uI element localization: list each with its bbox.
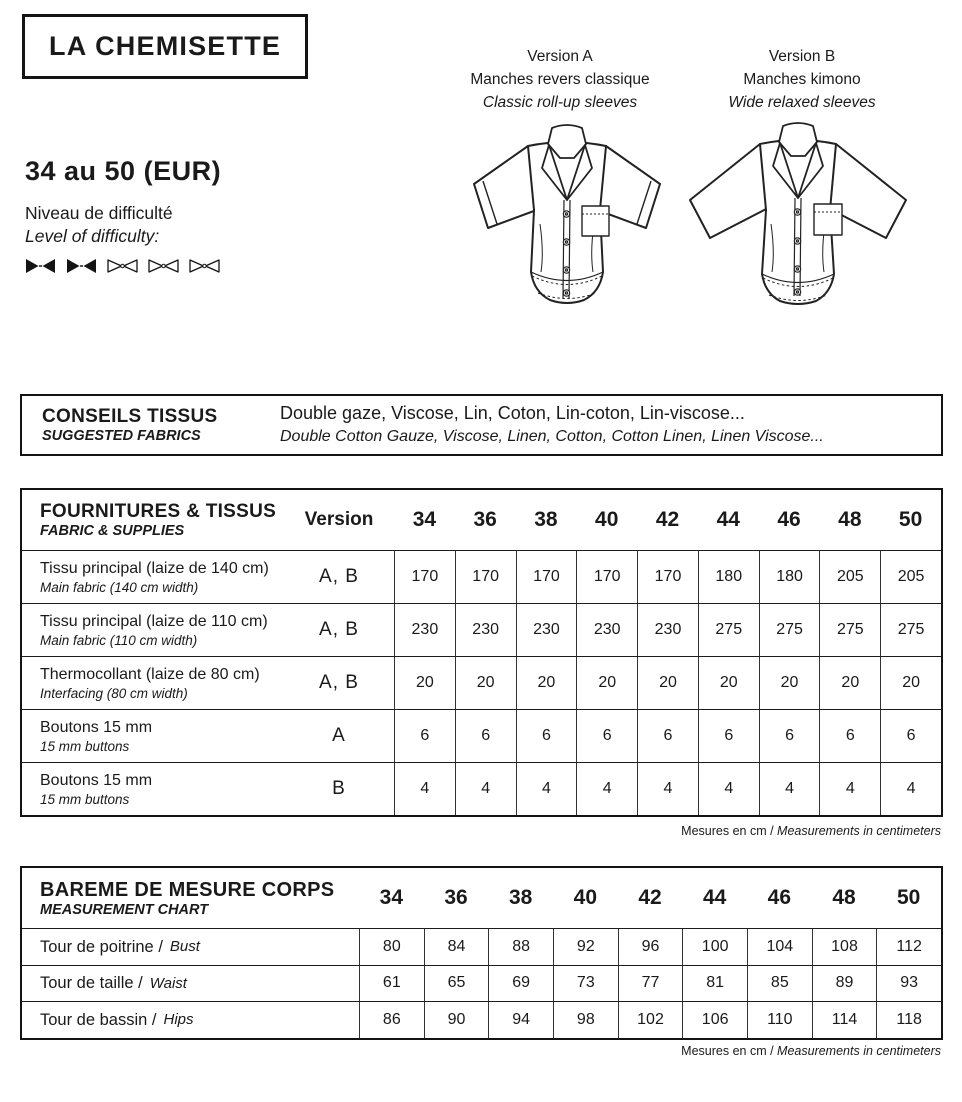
- value-cell: 6: [516, 709, 577, 762]
- value-cell: 73: [553, 965, 618, 1002]
- column-header-size: 38: [508, 886, 533, 909]
- fabrics-heading-en: SUGGESTED FABRICS: [42, 428, 201, 444]
- row-label-en: Hips: [163, 1011, 194, 1029]
- version-a-label: [438, 45, 682, 114]
- units-note-fr: Mesures en cm /: [681, 824, 774, 838]
- value-cell: 86: [359, 1001, 424, 1038]
- supplies-row-version: A, B: [284, 603, 394, 656]
- suggested-fabrics-text: [280, 402, 824, 448]
- size-range: 34 au 50 (EUR): [25, 156, 222, 186]
- value-cell: 89: [812, 965, 877, 1002]
- row-label-en: Interfacing (80 cm width): [40, 685, 188, 701]
- value-cell: 80: [359, 928, 424, 965]
- version-a-name: Version A: [527, 48, 593, 65]
- column-header-size: 34: [412, 508, 437, 531]
- value-cell: 205: [819, 550, 880, 603]
- value-cell: 4: [455, 762, 516, 815]
- supplies-units-note: [20, 824, 941, 838]
- value-cell: 20: [637, 656, 698, 709]
- measurement-title-en: MEASUREMENT CHART: [40, 901, 209, 918]
- value-cell: 20: [698, 656, 759, 709]
- value-cell: 108: [812, 928, 877, 965]
- column-header-size: 40: [595, 508, 619, 531]
- value-cell: 230: [576, 603, 637, 656]
- column-header-size: 46: [777, 508, 801, 531]
- value-cell: 275: [759, 603, 820, 656]
- measurement-row-label: [22, 965, 359, 1002]
- measurement-title-fr: BAREME DE MESURE CORPS: [40, 878, 335, 901]
- value-cell: 20: [455, 656, 516, 709]
- column-header-size: 40: [573, 886, 597, 909]
- column-header-size: 50: [896, 886, 921, 909]
- suggested-fabrics-box: [20, 394, 943, 456]
- value-cell: 6: [759, 709, 820, 762]
- column-header-size: 44: [716, 508, 740, 531]
- value-cell: 20: [516, 656, 577, 709]
- value-cell: 85: [747, 965, 812, 1002]
- value-cell: 4: [576, 762, 637, 815]
- row-label-fr: Tissu principal (laize de 140 cm): [40, 559, 269, 577]
- version-a-subtitle-fr: Manches revers classique: [470, 71, 650, 88]
- value-cell: 205: [880, 550, 941, 603]
- shirt-version-b-illustration: [676, 112, 921, 324]
- value-cell: 20: [819, 656, 880, 709]
- value-cell: 112: [876, 928, 941, 965]
- value-cell: 90: [424, 1001, 489, 1038]
- value-cell: 275: [880, 603, 941, 656]
- value-cell: 98: [553, 1001, 618, 1038]
- fabrics-text-fr: Double gaze, Viscose, Lin, Coton, Lin-coton, Lin-viscose...: [280, 403, 745, 423]
- column-header-size: 34: [379, 886, 403, 909]
- value-cell: 102: [618, 1001, 683, 1038]
- supplies-row-label: [22, 656, 284, 709]
- column-header-size: 44: [702, 886, 727, 909]
- column-header-size: 48: [838, 508, 862, 531]
- measurement-row-label: [22, 928, 359, 965]
- shirt-version-a-illustration: [452, 112, 682, 324]
- units-note-en: Measurements in centimeters: [777, 1044, 941, 1058]
- value-cell: 4: [819, 762, 880, 815]
- value-cell: 4: [637, 762, 698, 815]
- bobbin-outline-icon: [106, 256, 139, 276]
- column-header-size: 48: [832, 886, 856, 909]
- value-cell: 6: [455, 709, 516, 762]
- difficulty-label-en: Level of difficulty:: [25, 226, 160, 246]
- value-cell: 77: [618, 965, 683, 1002]
- supplies-row-label: [22, 709, 284, 762]
- column-header-size: 50: [898, 508, 923, 531]
- value-cell: 230: [455, 603, 516, 656]
- value-cell: 6: [880, 709, 941, 762]
- fabrics-text-en: Double Cotton Gauze, Viscose, Linen, Cotton, Cotton Linen, Linen Viscose...: [280, 428, 824, 445]
- row-label-en: Waist: [149, 974, 187, 992]
- value-cell: 230: [516, 603, 577, 656]
- units-note-en: Measurements in centimeters: [777, 824, 941, 838]
- measurement-table-title: [22, 868, 359, 928]
- fabrics-heading-fr: CONSEILS TISSUS: [42, 406, 218, 427]
- value-cell: 20: [394, 656, 455, 709]
- version-b-subtitle-fr: Manches kimono: [743, 71, 861, 88]
- row-label-fr: Tour de poitrine /: [40, 937, 163, 956]
- value-cell: 230: [394, 603, 455, 656]
- units-note-fr: Mesures en cm /: [681, 1044, 774, 1058]
- version-b-label: [683, 45, 921, 114]
- measurement-units-note: [20, 1044, 941, 1058]
- value-cell: 92: [553, 928, 618, 965]
- measurement-row-label: [22, 1001, 359, 1038]
- column-header-size: 38: [534, 508, 558, 531]
- value-cell: 104: [747, 928, 812, 965]
- column-header-size: 42: [638, 886, 662, 909]
- value-cell: 100: [682, 928, 747, 965]
- value-cell: 4: [516, 762, 577, 815]
- supplies-row-version: B: [284, 762, 394, 815]
- value-cell: 96: [618, 928, 683, 965]
- bobbin-filled-icon: [65, 256, 98, 276]
- value-cell: 230: [637, 603, 698, 656]
- column-header-size: 36: [444, 886, 468, 909]
- supplies-row-version: A, B: [284, 656, 394, 709]
- supplies-table: [20, 488, 943, 817]
- value-cell: 6: [637, 709, 698, 762]
- version-b-subtitle-en: Wide relaxed sleeves: [728, 94, 876, 111]
- value-cell: 6: [819, 709, 880, 762]
- supplies-row-label: [22, 550, 284, 603]
- suggested-fabrics-heading: [22, 406, 280, 444]
- supplies-title-en: FABRIC & SUPPLIES: [40, 523, 185, 539]
- row-label-en: 15 mm buttons: [40, 738, 130, 754]
- value-cell: 170: [516, 550, 577, 603]
- value-cell: 94: [488, 1001, 553, 1038]
- supplies-row-version: A: [284, 709, 394, 762]
- bobbin-filled-icon: [24, 256, 57, 276]
- supplies-title-fr: FOURNITURES & TISSUS: [40, 501, 277, 522]
- value-cell: 275: [698, 603, 759, 656]
- supplies-row-label: [22, 762, 284, 815]
- row-label-en: Bust: [169, 938, 200, 956]
- version-a-subtitle-en: Classic roll-up sleeves: [482, 94, 638, 111]
- row-label-fr: Tissu principal (laize de 110 cm): [40, 612, 268, 630]
- value-cell: 4: [394, 762, 455, 815]
- value-cell: 110: [747, 1001, 812, 1038]
- value-cell: 6: [576, 709, 637, 762]
- row-label-fr: Boutons 15 mm: [40, 718, 153, 736]
- value-cell: 275: [819, 603, 880, 656]
- bobbin-outline-icon: [147, 256, 180, 276]
- row-label-fr: Tour de bassin /: [40, 1010, 157, 1029]
- row-label-en: Main fabric (140 cm width): [40, 579, 199, 595]
- version-b-name: Version B: [768, 48, 836, 65]
- supplies-row-label: [22, 603, 284, 656]
- column-header-size: 36: [473, 508, 497, 531]
- measurement-table: [20, 866, 943, 1040]
- value-cell: 20: [880, 656, 941, 709]
- value-cell: 93: [876, 965, 941, 1002]
- page-title: LA CHEMISETTE: [22, 14, 308, 79]
- value-cell: 4: [698, 762, 759, 815]
- column-header-size: 42: [655, 508, 680, 531]
- value-cell: 65: [424, 965, 489, 1002]
- value-cell: 170: [455, 550, 516, 603]
- value-cell: 4: [759, 762, 820, 815]
- value-cell: 170: [637, 550, 698, 603]
- value-cell: 6: [394, 709, 455, 762]
- value-cell: 20: [576, 656, 637, 709]
- value-cell: 84: [424, 928, 489, 965]
- row-label-fr: Tour de taille /: [40, 974, 143, 993]
- value-cell: 180: [759, 550, 820, 603]
- value-cell: 170: [394, 550, 455, 603]
- row-label-fr: Thermocollant (laize de 80 cm): [40, 665, 260, 683]
- row-label-en: 15 mm buttons: [40, 791, 130, 807]
- value-cell: 118: [876, 1001, 941, 1038]
- value-cell: 81: [682, 965, 747, 1002]
- value-cell: 20: [759, 656, 820, 709]
- value-cell: 114: [812, 1001, 877, 1038]
- value-cell: 170: [576, 550, 637, 603]
- value-cell: 4: [880, 762, 941, 815]
- difficulty-rating: [24, 256, 221, 276]
- row-label-fr: Boutons 15 mm: [40, 771, 153, 789]
- value-cell: 61: [359, 965, 424, 1002]
- value-cell: 88: [488, 928, 553, 965]
- column-header-size: 46: [767, 886, 791, 909]
- value-cell: 106: [682, 1001, 747, 1038]
- bobbin-outline-icon: [188, 256, 221, 276]
- value-cell: 69: [488, 965, 553, 1002]
- value-cell: 6: [698, 709, 759, 762]
- supplies-table-title: [22, 490, 284, 550]
- difficulty-label-fr: Niveau de difficulté: [25, 203, 173, 223]
- row-label-en: Main fabric (110 cm width): [40, 632, 198, 648]
- value-cell: 180: [698, 550, 759, 603]
- supplies-row-version: A, B: [284, 550, 394, 603]
- column-header-version: Version: [304, 509, 374, 530]
